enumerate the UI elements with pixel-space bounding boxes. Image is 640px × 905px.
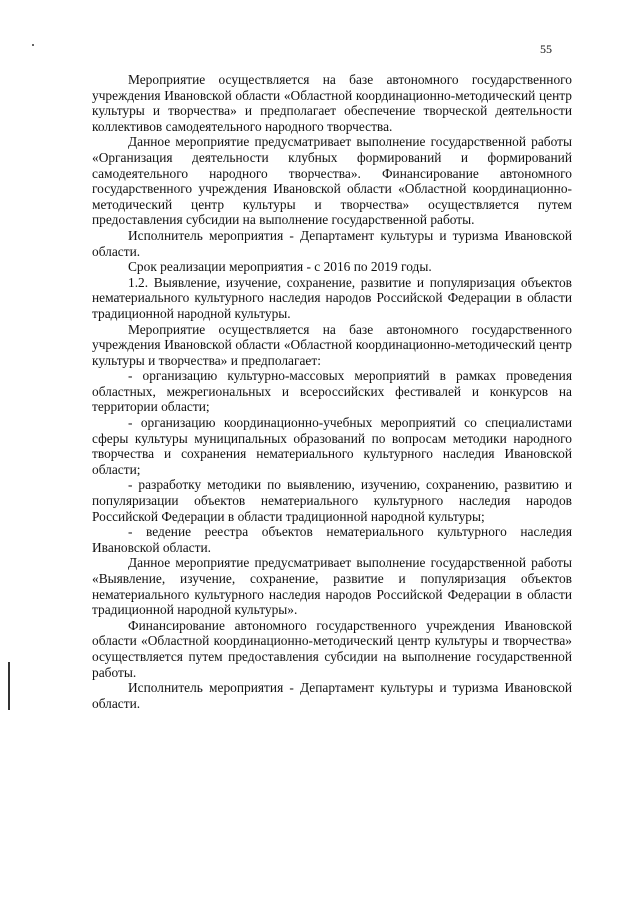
paragraph-8: Финансирование автономного государственного учреждения Ивановской области «Областной координационно-методический центр культуры и творчества» осуществляется путем предоставления субсидии на выполнение государственной работы. bbox=[92, 617, 572, 680]
list-item-1: - организацию культурно-массовых мероприятий в рамках проведения областных, межрегиональных и всероссийских фестивалей и конкурсов на территории области; bbox=[92, 368, 572, 415]
paragraph-4: Срок реализации мероприятия - с 2016 по 2019 годы. bbox=[128, 259, 432, 275]
paragraph-2: Данное мероприятие предусматривает выполнение государственной работы «Организация деятельности клубных формирований и формирований самодеятельного народного творчества». Финансирование автономного государственного учреждения Ивановской области «Областной координационно-методический центр культуры и творчества» осуществляется путем предоставления субсидии на выполнение государственной работы. bbox=[92, 134, 572, 228]
paragraph-6: Мероприятие осуществляется на базе автономного государственного учреждения Ивановской области «Областной координационно-методический центр культуры и творчества» и предполагает: bbox=[92, 321, 572, 368]
scan-dot bbox=[32, 44, 34, 46]
paragraph-3: Исполнитель мероприятия - Департамент культуры и туризма Ивановской области. bbox=[92, 227, 572, 259]
document-body bbox=[92, 72, 572, 711]
paragraph-7: Данное мероприятие предусматривает выполнение государственной работы «Выявление, изучение, сохранение, развитие и популяризация объектов нематериального культурного наследия народов Российской Федерации в области традиционной народной культуры». bbox=[92, 555, 572, 618]
page-number: 55 bbox=[540, 42, 552, 56]
list-item-3: - разработку методики по выявлению, изучению, сохранению, развитию и популяризации объектов нематериального культурного наследия народов Российской Федерации в области традиционной народной культуры; bbox=[92, 477, 572, 524]
list-item-2: - организацию координационно-учебных мероприятий со специалистами сферы культуры муниципальных образований по вопросам методики народного творчества и сохранения нематериального культурного наследия Ивановской области; bbox=[92, 415, 572, 477]
paragraph-9: Исполнитель мероприятия - Департамент культуры и туризма Ивановской области. bbox=[92, 680, 572, 711]
paragraph-5: 1.2. Выявление, изучение, сохранение, развитие и популяризация объектов нематериального культурного наследия народов Российской Федерации в области традиционной народной культуры. bbox=[92, 274, 572, 321]
margin-bar bbox=[8, 662, 10, 710]
paragraph-1: Мероприятие осуществляется на базе автономного государственного учреждения Ивановской области «Областной координационно-методический центр культуры и творчества» и предполагает обеспечение творческой деятельности коллективов самодеятельного народного творчества. bbox=[92, 72, 572, 134]
list-item-4: - ведение реестра объектов нематериального культурного наследия Ивановской области. bbox=[92, 524, 572, 555]
